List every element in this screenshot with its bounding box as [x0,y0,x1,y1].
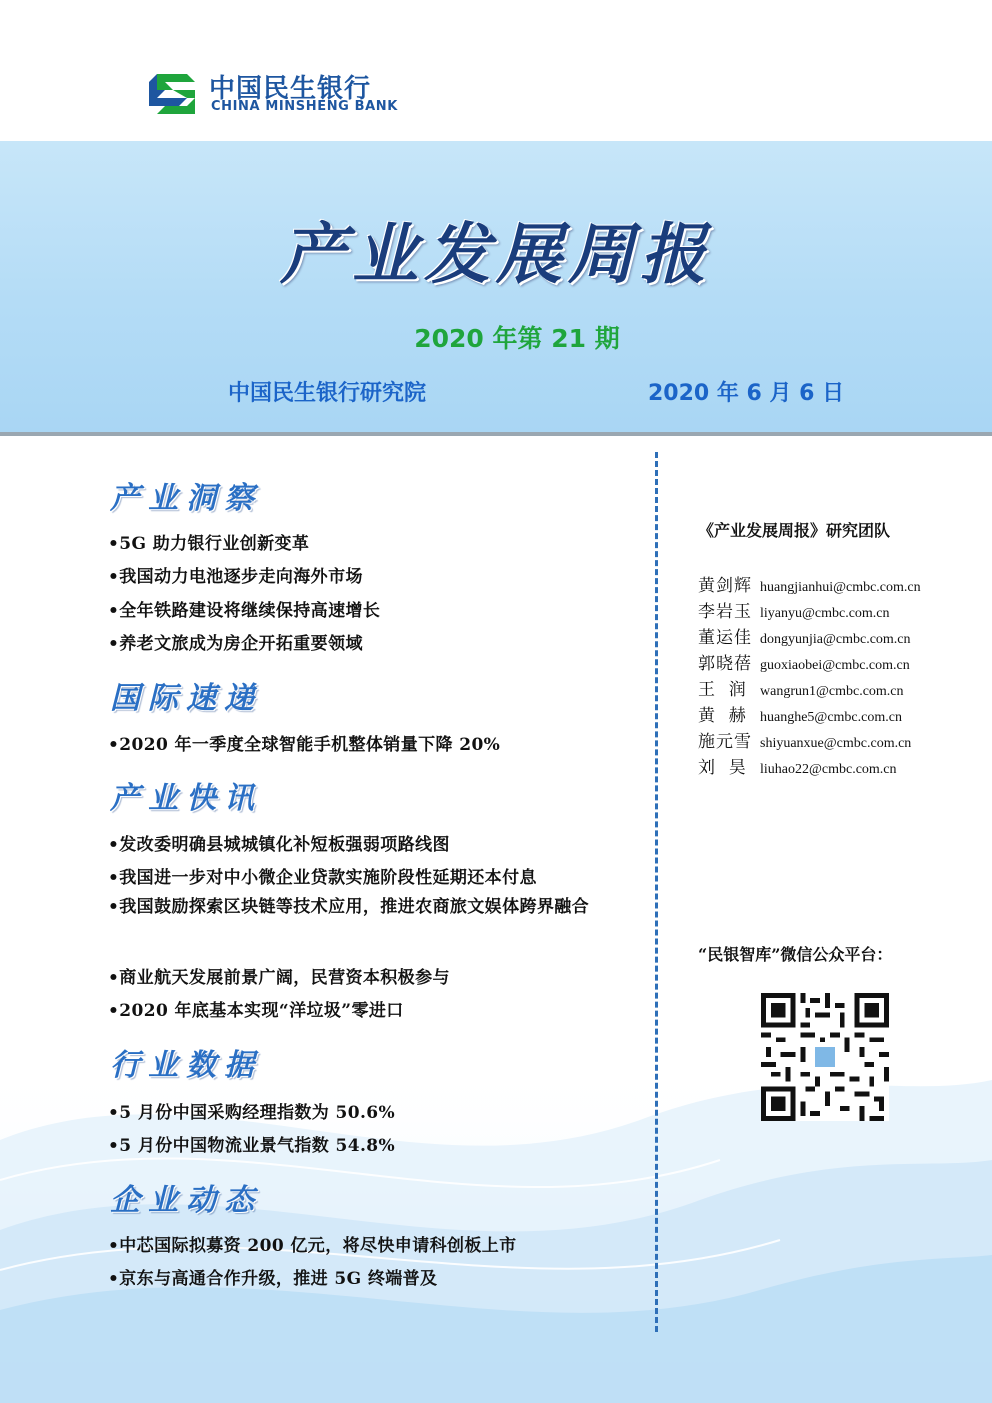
news-item[interactable]: •我国进一步对中小微企业贷款实施阶段性延期还本付息 [108,868,537,888]
section-heading-insight: 产业洞察 [110,481,262,516]
member-email[interactable]: wangrun1@cmbc.com.cn [760,684,904,699]
member-email[interactable]: liuhao22@cmbc.com.cn [760,762,897,777]
news-item[interactable]: •商业航天发展前景广阔，民营资本积极参与 [108,968,450,988]
news-item[interactable]: •京东与高通合作升级，推进 5G 终端普及 [108,1269,438,1289]
qr-code-icon[interactable] [760,993,890,1121]
bank-name-en: CHINA MINSHENG BANK [211,99,398,114]
member-email[interactable]: guoxiaobei@cmbc.com.cn [760,658,910,673]
member-name: 郭晓蓓 [698,654,752,674]
news-item[interactable]: •养老文旅成为房企开拓重要领域 [108,634,363,654]
news-item[interactable]: •发改委明确县城城镇化补短板强弱项路线图 [108,835,450,855]
member-email[interactable]: huanghe5@cmbc.com.cn [760,710,902,725]
member-name: 施元雪 [698,732,752,752]
section-heading-international: 国际速递 [110,681,262,716]
news-item[interactable]: •5 月份中国采购经理指数为 50.6% [108,1103,396,1123]
publish-date: 2020 年 6 月 6 日 [648,381,845,406]
news-item[interactable]: •5G 助力银行业创新变革 [108,534,310,554]
member-name: 李岩玉 [698,602,752,622]
institute-name: 中国民生银行研究院 [228,381,427,406]
column-divider [655,452,658,1332]
minsheng-logo-icon [143,66,201,116]
member-name: 黄 赫 [698,706,747,726]
section-heading-enterprise: 企业动态 [110,1183,262,1218]
member-email[interactable]: liyanyu@cmbc.com.cn [760,606,890,621]
member-name: 黄剑辉 [698,576,752,596]
news-item[interactable]: •2020 年一季度全球智能手机整体销量下降 20% [108,735,501,755]
title-banner [0,141,992,436]
wechat-label: “民银智库”微信公众平台： [698,945,893,964]
section-heading-flash: 产业快讯 [110,781,262,816]
team-member [698,753,897,779]
member-email[interactable]: dongyunjia@cmbc.com.cn [760,632,911,647]
member-name: 王 润 [698,680,747,700]
team-title: 《产业发展周报》研究团队 [698,521,891,540]
team-member [698,727,911,753]
news-item[interactable]: •全年铁路建设将继续保持高速增长 [108,601,381,621]
issue-number: 2020 年第 21 期 [414,324,620,353]
team-member [698,623,911,649]
bank-name-cn: 中国民生银行 [209,74,372,104]
news-item[interactable]: •中芯国际拟募资 200 亿元，将尽快申请科创板上市 [108,1236,517,1256]
news-item[interactable]: •我国动力电池逐步走向海外市场 [108,567,363,587]
member-name: 董运佳 [698,628,752,648]
team-member [698,701,902,727]
team-member [698,597,890,623]
member-email[interactable]: shiyuanxue@cmbc.com.cn [760,736,912,751]
member-email[interactable]: huangjianhui@cmbc.com.cn [760,580,921,595]
news-item[interactable]: •我国鼓励探索区块链等技术应用，推进农商旅文娱体跨界融合 [108,897,590,917]
news-item[interactable]: •2020 年底基本实现“洋垃圾”零进口 [108,1001,404,1021]
section-heading-data: 行业数据 [110,1048,262,1083]
news-item[interactable]: •5 月份中国物流业景气指数 54.8% [108,1136,396,1156]
team-member [698,675,904,701]
bank-logo [143,66,423,118]
team-member [698,571,921,597]
member-name: 刘 昊 [698,758,747,778]
report-title: 产业发展周报 [280,215,712,293]
team-member [698,649,910,675]
